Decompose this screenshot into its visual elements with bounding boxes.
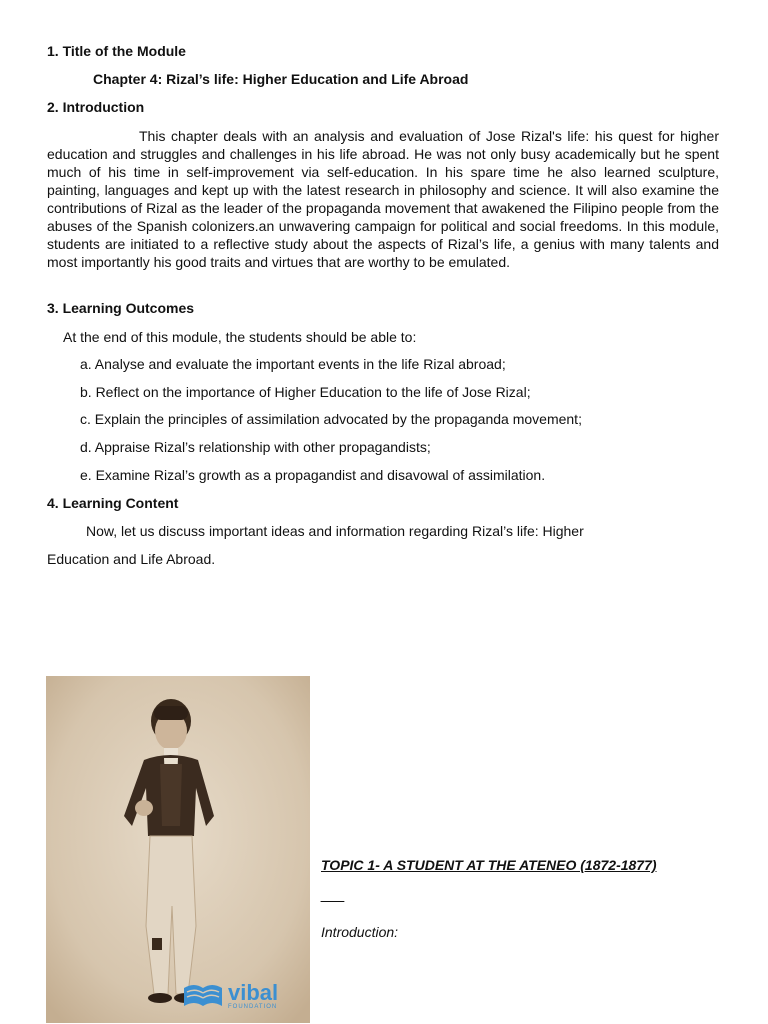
introduction-text: This chapter deals with an analysis and evaluation of Jose Rizal's life: his quest for higher education and struggles and challenges in his life abroad. He was not only busy academically but he spent much of his time in self-improvement via self-education. In his spare time he also learned sculpture, painting, languages and kept up with the latest research in philosophy and science. It will also examine the contributions of Rizal as the leader of the propaganda movement that awakened the Filipino people from the abuses of the Spanish colonizers.an unwavering campaign for political and social freedoms. In this module, students are initiated to a reflective study about the aspects of Rizal’s life, a genius with many talents and most importantly his good traits and virtues that are worthy to be emulated. [47, 128, 719, 270]
section-2-heading: 2. Introduction [47, 99, 145, 115]
learning-content-line-2: Education and Life Abroad. [47, 551, 216, 567]
outcome-item-b: b. Reflect on the importance of Higher Education to the life of Jose Rizal; [80, 384, 531, 400]
outcome-item-a: a. Analyse and evaluate the important events in the life Rizal abroad; [80, 356, 506, 372]
section-4-heading: 4. Learning Content [47, 495, 179, 511]
introduction-paragraph [47, 127, 719, 271]
vibal-logo-text: vibal [228, 980, 279, 1005]
book-icon [182, 982, 224, 1010]
outcome-item-c: c. Explain the principles of assimilation advocated by the propaganda movement; [80, 411, 582, 427]
section-3-heading: 3. Learning Outcomes [47, 300, 195, 316]
topic-1-title: TOPIC 1- A STUDENT AT THE ATENEO (1872-1877) [321, 857, 657, 873]
topic-1-heading [321, 857, 719, 873]
vibal-logo [182, 982, 278, 1010]
learning-content-line-1: Now, let us discuss important ideas and information regarding Rizal’s life: Higher [86, 523, 584, 539]
chapter-title: Chapter 4: Rizal’s life: Higher Education and Life Abroad [93, 71, 469, 87]
topic-introduction-label: Introduction: [321, 924, 399, 940]
rizal-portrait-image [46, 676, 310, 1023]
section-1-heading: 1. Title of the Module [47, 43, 186, 59]
vibal-logo-subtext: FOUNDATION [228, 1004, 278, 1010]
outcome-item-d: d. Appraise Rizal’s relationship with other propagandists; [80, 439, 431, 455]
topic-rule: ___ [321, 887, 345, 903]
outcomes-lead: At the end of this module, the students should be able to: [63, 329, 417, 345]
outcome-item-e: e. Examine Rizal’s growth as a propagandist and disavowal of assimilation. [80, 467, 546, 483]
